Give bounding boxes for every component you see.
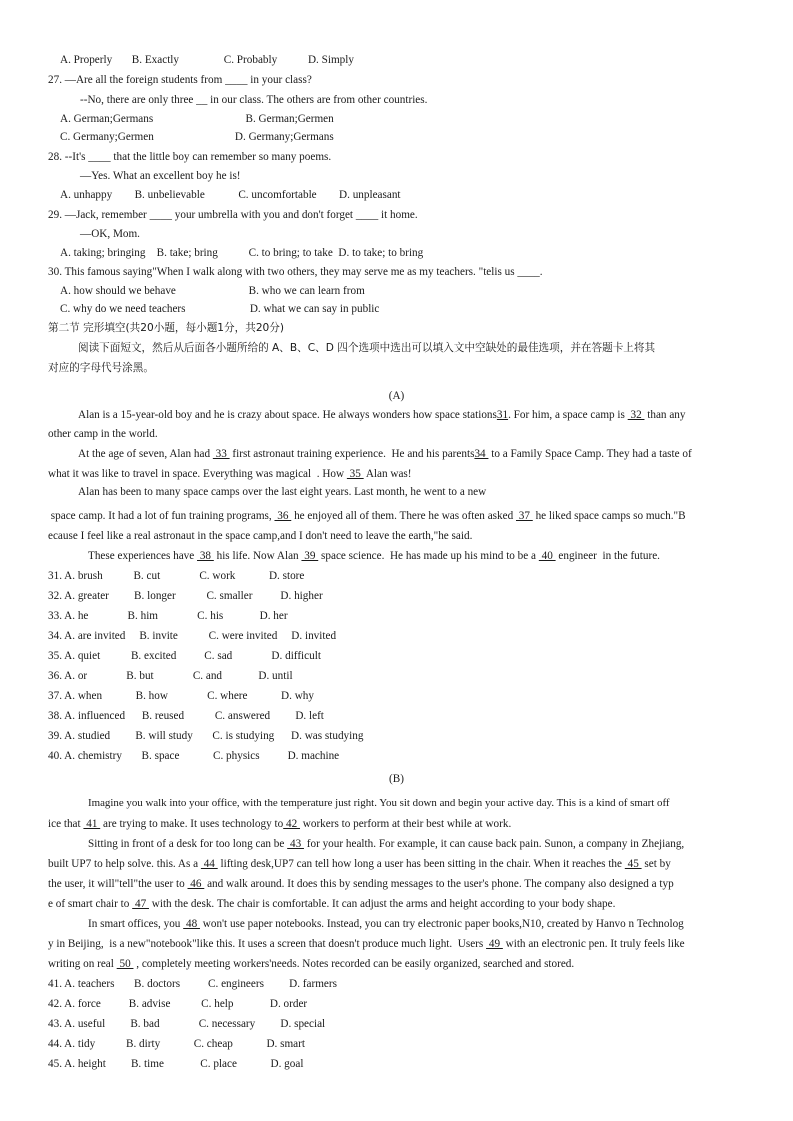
passage-b-p1-line2: ice that 41 are trying to make. It uses technology to 42 workers to perform at their best while at work. [48, 818, 512, 830]
option-row-39: 39. A. studied B. will study C. is studying D. was studying [48, 730, 364, 742]
q27-stem: 27. —Are all the foreign students from ____ in your class? [48, 74, 312, 86]
passage-a-p2-line1: At the age of seven, Alan had 33 first astronaut training experience. He and his parents34 to a Family Space Camp. They had a taste of [78, 448, 692, 460]
blank-46: 46 [187, 878, 205, 890]
blank-40: 40 [538, 550, 556, 562]
passage-b-label: (B) [389, 773, 404, 785]
blank-42: 42 [283, 818, 300, 830]
q29-stem: 29. —Jack, remember ____ your umbrella with you and don't forget ____ it home. [48, 209, 418, 221]
section-instruction-line1: 阅读下面短文，然后从后面各小题所给的 A、B、C、D 四个选项中选出可以填入文中空缺处的最佳选项，并在答题卡上将其 [78, 342, 656, 354]
blank-36: 36 [274, 510, 292, 522]
option-row-37: 37. A. when B. how C. where D. why [48, 690, 314, 702]
q28-options: A. unhappy B. unbelievable C. uncomfortable D. unpleasant [60, 189, 401, 201]
option-row-43: 43. A. useful B. bad C. necessary D. special [48, 1018, 326, 1030]
option-row-36: 36. A. or B. but C. and D. until [48, 670, 293, 682]
q27-options-row2: C. Germany;Germen D. Germany;Germans [60, 131, 334, 143]
blank-34: 34 [474, 448, 489, 460]
option-row-38: 38. A. influenced B. reused C. answered D. left [48, 710, 324, 722]
q30-options-row1: A. how should we behave B. who we can learn from [60, 285, 365, 297]
q28-reply: —Yes. What an excellent boy he is! [80, 170, 241, 182]
blank-41: 41 [83, 818, 101, 830]
passage-a-p1-line1: Alan is a 15-year-old boy and he is crazy about space. He always wonders how space stations31. For him, a space camp is 32 than any [78, 409, 686, 421]
passage-b-p1-line1: Imagine you walk into your office, with the temperature just right. You sit down and begin your active day. This is a kind of smart off [88, 797, 670, 809]
passage-a-p3-line2: space camp. It had a lot of fun training programs, 36 he enjoyed all of them. There he was often asked 37 he liked space camps so much."B [48, 510, 686, 522]
passage-a-label: (A) [388, 390, 405, 402]
q30-stem: 30. This famous saying"When I walk along with two others, they may serve me as my teachers. "telis us ____. [48, 266, 543, 278]
passage-b-p3-line1: In smart offices, you 48 won't use paper notebooks. Instead, you can try electronic paper books,N10, created by Hanvo n Technolog [88, 918, 684, 930]
blank-39: 39 [301, 550, 319, 562]
q27-reply: --No, there are only three __ in our class. The others are from other countries. [80, 94, 428, 106]
q27-options-row1: A. German;Germans B. German;Germen [60, 113, 334, 125]
passage-b-p2-line1: Sitting in front of a desk for too long can be 43 for your health. For example, it can cause back pain. Sunon, a company in Zhejiang, [88, 838, 685, 850]
passage-a-p2-line2: what it was like to travel in space. Everything was magical . How 35 Alan was! [48, 468, 412, 480]
passage-a-p3-line3: ecause I feel like a real astronaut in the space camp,and I don't need to leave the earth,"he said. [48, 530, 473, 542]
blank-47: 47 [132, 898, 149, 910]
option-row-41: 41. A. teachers B. doctors C. engineers D. farmers [48, 978, 337, 990]
blank-44: 44 [200, 858, 218, 870]
option-row-40: 40. A. chemistry B. space C. physics D. machine [48, 750, 340, 762]
section-instruction-line2: 对应的字母代号涂黑。 [48, 362, 154, 374]
blank-31: 31 [496, 409, 509, 421]
passage-b-p3-line3: writing on real 50 , completely meeting workers'needs. Notes recorded can be easily organized, searched and stored. [48, 958, 575, 970]
blank-43: 43 [287, 838, 304, 850]
passage-b-p2-line3: the user, it will"tell"the user to 46 and walk around. It does this by sending messages to the user's phone. The company also designed a typ [48, 878, 674, 890]
passage-b-p2-line4: e of smart chair to 47 with the desk. The chair is comfortable. It can adjust the arms and height according to your body shape. [48, 898, 616, 910]
option-row-32: 32. A. greater B. longer C. smaller D. higher [48, 590, 323, 602]
q26-options: A. Properly B. Exactly C. Probably D. Simply [60, 54, 354, 66]
option-row-31: 31. A. brush B. cut C. work D. store [48, 570, 305, 582]
blank-38: 38 [197, 550, 214, 562]
blank-45: 45 [624, 858, 642, 870]
blank-49: 49 [486, 938, 503, 950]
q29-reply: —OK, Mom. [80, 228, 140, 240]
blank-33: 33 [212, 448, 230, 460]
blank-37: 37 [515, 510, 533, 522]
blank-32: 32 [627, 409, 645, 421]
option-row-34: 34. A. are invited B. invite C. were invited D. invited [48, 630, 337, 642]
option-row-45: 45. A. height B. time C. place D. goal [48, 1058, 304, 1070]
blank-48: 48 [183, 918, 200, 930]
q30-options-row2: C. why do we need teachers D. what we can say in public [60, 303, 380, 315]
q28-stem: 28. --It's ____ that the little boy can remember so many poems. [48, 151, 332, 163]
option-row-35: 35. A. quiet B. excited C. sad D. difficult [48, 650, 321, 662]
option-row-42: 42. A. force B. advise C. help D. order [48, 998, 308, 1010]
option-row-33: 33. A. he B. him C. his D. her [48, 610, 288, 622]
passage-b-p3-line2: y in Beijing, is a new"notebook"like this. It uses a screen that doesn't produce much light. Users 49 with an electronic pen. It truly feels like [48, 938, 685, 950]
passage-a-p3-line1: Alan has been to many space camps over the last eight years. Last month, he went to a new [78, 486, 487, 498]
passage-a-p4-line1: These experiences have 38 his life. Now Alan 39 space science. He has made up his mind to be a 40 engineer in the future. [88, 550, 660, 562]
section-heading: 第二节 完形填空(共20小题，每小题1分，共20分) [48, 322, 285, 334]
blank-35: 35 [346, 468, 364, 480]
q29-options: A. taking; bringing B. take; bring C. to bring; to take D. to take; to bring [60, 247, 424, 259]
blank-50: 50 [116, 958, 134, 970]
passage-b-p2-line2: built UP7 to help solve. this. As a 44 lifting desk,UP7 can tell how long a user has been sitting in the chair. When it reaches the 45 set by [48, 858, 671, 870]
passage-a-p1-line2: other camp in the world. [48, 428, 158, 440]
option-row-44: 44. A. tidy B. dirty C. cheap D. smart [48, 1038, 305, 1050]
